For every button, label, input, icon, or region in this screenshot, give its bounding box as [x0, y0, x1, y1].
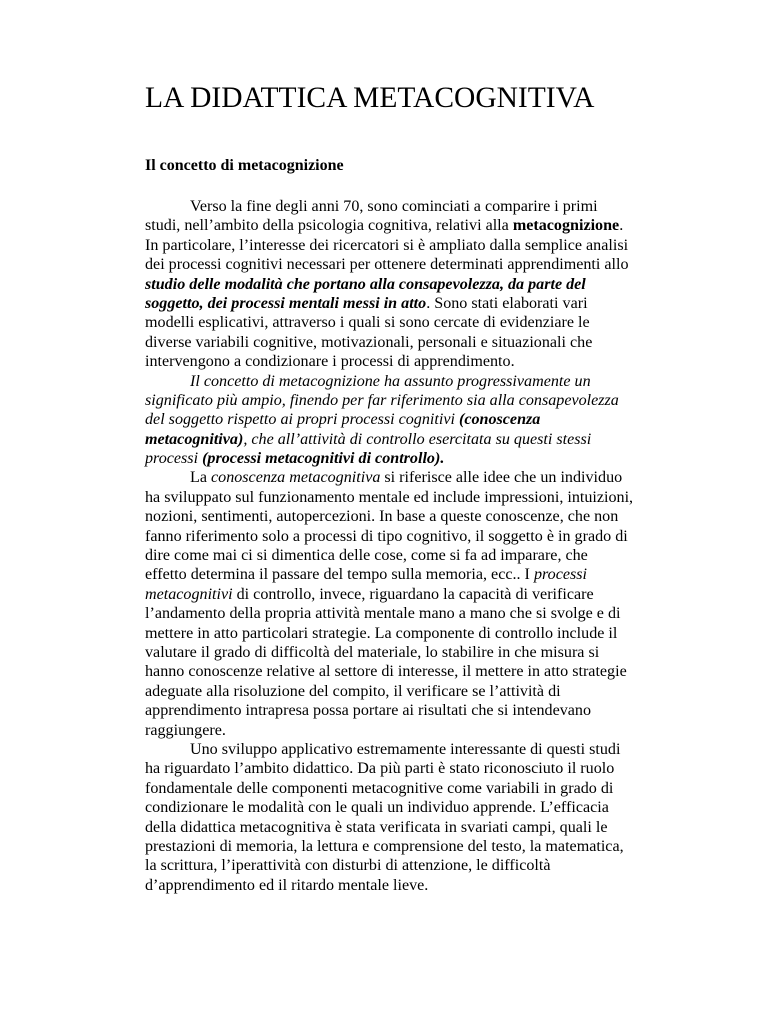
text-line — [145, 197, 705, 216]
text-line — [145, 391, 705, 410]
text-run: adeguate alla risoluzione del compito, il verificare se l’attività di — [145, 682, 561, 700]
text-line — [145, 449, 705, 468]
text-run: (conoscenza — [458, 411, 541, 429]
text-line — [145, 624, 705, 643]
text-line — [145, 798, 705, 817]
text-run: . Sono stati elaborati vari — [426, 294, 588, 312]
text-run: dire come mai ci si dimentica delle cose, come si fa ad imparare, che — [145, 547, 588, 565]
text-line — [145, 333, 705, 352]
text-run: della didattica metacognitiva è stata verificata in svariati campi, quali le — [145, 818, 608, 836]
text-line — [145, 662, 705, 681]
text-line — [145, 527, 705, 546]
text-run: prestazioni di memoria, la lettura e comprensione del testo, la matematica, — [145, 837, 624, 855]
text-run: (processi metacognitivi di controllo). — [202, 450, 445, 468]
text-run: nozioni, sentimenti, autopercezioni. In base a queste conoscenze, che non — [145, 508, 619, 526]
text-run: modelli esplicativi, attraverso i quali si sono cercate di evidenziare le — [145, 314, 590, 332]
text-line — [145, 294, 705, 313]
text-line — [145, 372, 705, 391]
text-run: l’andamento della propria attività mentale mano a mano che si svolge e di — [145, 605, 621, 623]
text-run: Verso la fine degli anni 70, sono cominciati a comparire i primi — [190, 198, 598, 215]
text-run: processi — [145, 450, 203, 468]
text-line — [145, 643, 705, 662]
text-line — [145, 468, 705, 487]
text-line — [145, 604, 705, 623]
text-run: significato più ampio, finendo per far riferimento sia alla consapevolezza — [145, 391, 619, 409]
body-text — [145, 197, 705, 895]
text-line — [145, 275, 705, 294]
text-run: ha riguardato l’ambito didattico. Da più parti è stato riconosciuto il ruolo — [145, 760, 615, 778]
text-run: si riferisce alle idee che un individuo — [380, 469, 623, 487]
text-line — [145, 430, 705, 449]
text-run: La — [190, 469, 211, 487]
text-line — [145, 507, 705, 526]
text-run: studio delle modalità che portano alla consapevolezza, da parte del — [145, 275, 586, 293]
text-run: conoscenza metacognitiva — [211, 469, 381, 487]
text-line — [145, 352, 705, 371]
text-run: del soggetto rispetto ai propri processi cognitivi — [145, 411, 459, 429]
text-line — [145, 546, 705, 565]
text-run: dei processi cognitivi necessari per ottenere determinati apprendimenti allo — [145, 256, 629, 274]
text-run: la scrittura, l’iperattività con disturbi di attenzione, le difficoltà — [145, 857, 551, 875]
text-line — [145, 565, 705, 584]
section-heading: Il concetto di metacognizione — [145, 157, 344, 174]
text-line — [145, 488, 705, 507]
text-run: effetto determina il passare del tempo sulla memoria, ecc.. I — [145, 566, 534, 584]
text-run: raggiungere. — [145, 721, 226, 739]
text-line — [145, 682, 705, 701]
text-line — [145, 856, 705, 875]
text-run: diverse variabili cognitive, motivazionali, personali e situazionali che — [145, 333, 593, 351]
document-title: LA DIDATTICA METACOGNITIVA — [145, 82, 595, 114]
text-run: fanno riferimento solo a processi di tipo cognitivo, il soggetto è in grado di — [145, 527, 628, 545]
text-run: apprendimento intrapresa possa portare ai risultati che si intendevano — [145, 702, 592, 720]
text-run: valutare il grado di difficoltà del materiale, lo stabilire in che misura si — [145, 643, 600, 661]
text-run: processi — [533, 566, 587, 584]
text-line — [145, 721, 705, 740]
text-run: mettere in atto particolari strategie. La componente di controllo include il — [145, 624, 618, 642]
text-run: fondamentale delle componenti metacognitive come variabili in grado di — [145, 779, 614, 797]
text-line — [145, 701, 705, 720]
text-run: Il concetto di metacognizione ha assunto progressivamente un — [190, 372, 591, 390]
text-run: d’apprendimento ed il ritardo mentale lieve. — [145, 876, 429, 894]
text-run: hanno conoscenze relative al settore di interesse, il mettere in atto strategie — [145, 663, 627, 681]
text-line — [145, 236, 705, 255]
text-line — [145, 818, 705, 837]
text-run: Uno sviluppo applicativo estremamente interessante di questi studi — [190, 740, 621, 758]
text-run: metacognitiva) — [145, 430, 244, 448]
text-line — [145, 216, 705, 235]
text-line — [145, 759, 705, 778]
text-run: ha sviluppato sul funzionamento mentale ed include impressioni, intuizioni, — [145, 488, 634, 506]
text-line — [145, 255, 705, 274]
text-run: . — [619, 217, 624, 235]
text-run: metacognizione — [512, 217, 620, 235]
text-line — [145, 837, 705, 856]
text-run: metacognitivi — [145, 585, 233, 603]
text-run: studi, nell’ambito della psicologia cognitiva, relativi alla — [145, 217, 513, 235]
text-run: di controllo, invece, riguardano la capacità di verificare — [232, 585, 594, 603]
text-line — [145, 313, 705, 332]
text-run: condizionare le modalità con le quali un individuo apprende. L’efficacia — [145, 799, 609, 817]
text-run: intervengono a condizionare i processi di apprendimento. — [145, 353, 515, 371]
text-line — [145, 740, 705, 759]
text-line — [145, 410, 705, 429]
text-run: In particolare, l’interesse dei ricercatori si è ampliato dalla semplice analisi — [145, 236, 629, 254]
text-line — [145, 876, 705, 895]
text-run: soggetto, dei processi mentali messi in atto — [145, 294, 427, 312]
text-run: , che all’attività di controllo esercitata su questi stessi — [243, 430, 592, 448]
text-line — [145, 585, 705, 604]
text-line — [145, 779, 705, 798]
